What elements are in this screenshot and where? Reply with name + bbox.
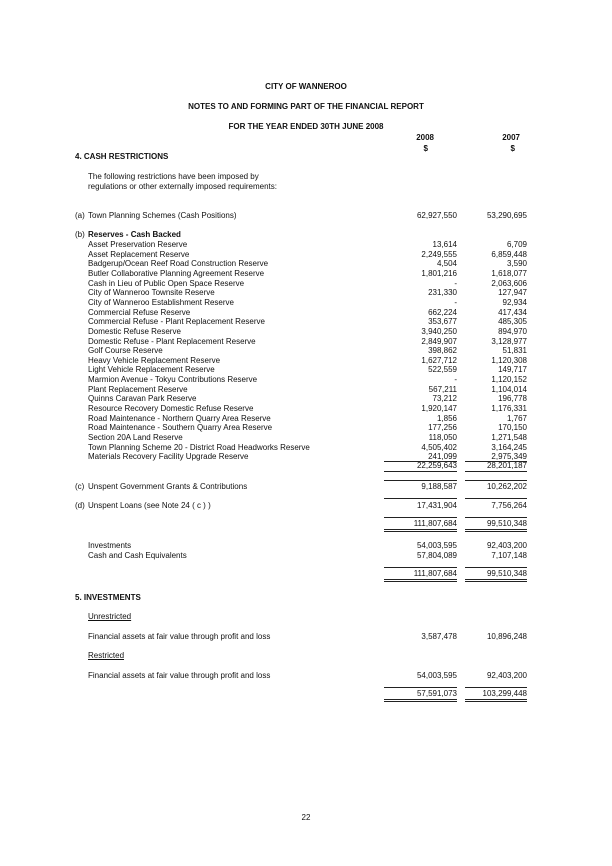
report-title: NOTES TO AND FORMING PART OF THE FINANCIAL REPORT — [188, 102, 424, 111]
item-b-letter: (b) — [75, 230, 85, 239]
reserve-row-2007: 3,590 — [506, 259, 527, 269]
reserves-total-2008: 22,259,643 — [416, 461, 457, 470]
reserve-row-2008: 1,856 — [436, 413, 457, 423]
reserve-row-2007: 51,831 — [502, 346, 527, 356]
reserve-row-2007: 417,434 — [498, 307, 527, 317]
investments-label: Investments — [88, 541, 132, 550]
item-c-2007: 10,262,202 — [486, 482, 527, 491]
reserve-row-label: City of Wanneroo Establishment Reserve — [88, 297, 234, 307]
reserves-heading: Reserves - Cash Backed — [88, 230, 181, 239]
item-c-label: Unspent Government Grants & Contributions — [88, 482, 248, 491]
section-4-heading: 4. CASH RESTRICTIONS — [75, 152, 169, 161]
reserve-row-2007: 6,709 — [506, 240, 527, 249]
investments-total-2008: 57,591,073 — [416, 689, 457, 698]
reserve-row-2008: - — [454, 375, 457, 385]
item-d-2008: 17,431,904 — [416, 501, 457, 510]
cash-restrictions-total-2008: 111,807,684 — [413, 519, 457, 528]
item-d-rule-2007 — [465, 498, 527, 499]
reserve-row-2007: 894,970 — [498, 326, 527, 336]
reserve-row-2008: 231,330 — [428, 288, 457, 298]
cash-equivalents-2007: 7,107,148 — [491, 551, 527, 560]
fa-restricted-label: Financial assets at fair value through profit and loss — [88, 671, 271, 680]
page-number: 22 — [301, 813, 311, 822]
reserve-row-2008: 13,614 — [432, 240, 457, 249]
reserve-row-2007: 3,128,977 — [491, 336, 527, 346]
reserve-row-label: City of Wanneroo Townsite Reserve — [88, 288, 215, 298]
item-d-label: Unspent Loans (see Note 24 ( c ) ) — [88, 501, 211, 510]
item-c-rule-2007 — [465, 480, 527, 481]
item-a-label: Town Planning Schemes (Cash Positions) — [88, 211, 237, 220]
col-header-2008: 2008 — [416, 133, 434, 142]
fa-unrestricted-2008: 3,587,478 — [421, 632, 457, 641]
reserves-total-rule-2008 — [384, 471, 457, 472]
reserve-row-2008: 1,801,216 — [421, 268, 457, 278]
reserve-row-2008: 1,920,147 — [421, 404, 457, 414]
reserve-row-2007: 170,150 — [498, 423, 527, 433]
item-a-2008: 62,927,550 — [416, 211, 457, 220]
item-c-rule-2008 — [384, 480, 457, 481]
reserve-row-2008: 2,849,907 — [421, 336, 457, 346]
reserve-row-2008: 241,099 — [428, 452, 457, 462]
investments-total-2007: 103,299,448 — [482, 689, 527, 698]
reserve-row-label: Golf Course Reserve — [88, 346, 163, 356]
reserve-row-2008: - — [454, 278, 457, 288]
reserve-row-label: Butler Collaborative Planning Agreement Reserve — [88, 268, 265, 278]
reserve-row-2008: 118,050 — [428, 433, 457, 442]
item-c-letter: (c) — [75, 482, 85, 491]
reserve-row-label: Marmion Avenue - Tokyu Contributions Reserve — [88, 375, 258, 385]
reserve-row-2008: 4,504 — [436, 259, 457, 269]
reserve-row-2008: 662,224 — [428, 307, 457, 317]
fa-restricted-2008: 54,003,595 — [416, 671, 457, 680]
reserve-row-2007: 196,778 — [498, 394, 527, 404]
reserve-row-2007: 1,104,014 — [491, 384, 527, 394]
reserve-row-2008: - — [454, 297, 457, 307]
reserve-row-label: Domestic Refuse - Plant Replacement Reserve — [88, 336, 256, 346]
reserve-row-2008: 522,559 — [428, 365, 457, 375]
investments-2007: 92,403,200 — [486, 541, 527, 550]
investments-2008: 54,003,595 — [416, 541, 457, 550]
unrestricted-heading: Unrestricted — [88, 612, 132, 621]
reserve-row-2007: 2,975,349 — [491, 452, 527, 462]
cash-restrictions-total-2007: 99,510,348 — [486, 519, 527, 528]
reserve-row-2008: 567,211 — [428, 384, 457, 394]
item-a-letter: (a) — [75, 211, 85, 220]
reserves-total-2007: 28,201,187 — [486, 461, 527, 470]
section-4-intro-line-2: regulations or other externally imposed requirements: — [88, 182, 277, 191]
reserve-row-2008: 4,505,402 — [421, 442, 457, 452]
reserve-row-2008: 177,256 — [428, 423, 457, 433]
reserve-row-2007: 485,305 — [498, 317, 527, 327]
reserve-row-label: Quinns Caravan Park Reserve — [88, 394, 197, 404]
fa-unrestricted-label: Financial assets at fair value through profit and loss — [88, 632, 271, 641]
reserve-row-label: Town Planning Scheme 20 - District Road Headworks Reserve — [88, 442, 310, 452]
section-5-heading: 5. INVESTMENTS — [75, 593, 141, 602]
report-period: FOR THE YEAR ENDED 30TH JUNE 2008 — [228, 122, 384, 131]
fa-restricted-2007: 92,403,200 — [486, 671, 527, 680]
cash-total-2008: 111,807,684 — [413, 569, 457, 578]
col-header-2007: 2007 — [502, 133, 520, 142]
reserve-row-label: Domestic Refuse Reserve — [88, 326, 181, 336]
reserve-row-2007: 92,934 — [502, 297, 527, 307]
reserve-row-2008: 3,940,250 — [421, 326, 457, 336]
reserve-row-label: Heavy Vehicle Replacement Reserve — [88, 355, 221, 365]
col-currency-2007: $ — [510, 144, 515, 153]
reserve-row-label: Resource Recovery Domestic Refuse Reserve — [88, 404, 254, 414]
reserve-row-2007: 6,859,448 — [491, 249, 527, 259]
reserve-row-2008: 2,249,555 — [421, 249, 457, 259]
item-a-2007: 53,290,695 — [486, 211, 527, 220]
fa-unrestricted-2007: 10,896,248 — [486, 632, 527, 641]
reserve-row-label: Cash in Lieu of Public Open Space Reserve — [88, 278, 245, 288]
reserve-row-label: Plant Replacement Reserve — [88, 384, 188, 394]
reserve-row-2007: 1,120,152 — [491, 375, 527, 385]
cash-equivalents-2008: 57,804,089 — [416, 551, 457, 560]
reserve-row-label: Road Maintenance - Southern Quarry Area Reserve — [88, 423, 273, 433]
reserve-row-2007: 149,717 — [498, 365, 527, 375]
reserve-row-2008: 398,862 — [428, 346, 457, 356]
org-name: CITY OF WANNEROO — [265, 82, 347, 91]
reserve-row-2007: 1,271,548 — [491, 433, 527, 442]
cash-equivalents-label: Cash and Cash Equivalents — [88, 551, 187, 560]
reserve-row-2007: 2,063,606 — [491, 278, 527, 288]
cash-total-2007: 99,510,348 — [486, 569, 527, 578]
reserve-row-2008: 1,627,712 — [421, 355, 457, 365]
col-currency-2008: $ — [423, 144, 428, 153]
reserve-row-label: Asset Preservation Reserve — [88, 240, 188, 249]
reserve-row-label: Commercial Refuse - Plant Replacement Reserve — [88, 317, 265, 327]
reserve-row-label: Badgerup/Ocean Reef Road Construction Reserve — [88, 259, 269, 269]
item-d-2007: 7,756,264 — [491, 501, 527, 510]
reserve-row-label: Light Vehicle Replacement Reserve — [88, 365, 215, 375]
reserve-row-label: Section 20A Land Reserve — [88, 433, 183, 442]
item-c-2008: 9,188,587 — [421, 482, 457, 491]
reserve-row-2007: 1,767 — [506, 413, 527, 423]
reserve-row-label: Materials Recovery Facility Upgrade Reserve — [88, 452, 249, 462]
reserve-row-2007: 1,120,308 — [491, 355, 527, 365]
item-d-rule-2008 — [384, 498, 457, 499]
reserve-row-label: Asset Replacement Reserve — [88, 249, 190, 259]
reserve-row-2008: 353,677 — [428, 317, 457, 327]
restricted-heading: Restricted — [88, 651, 125, 660]
reserve-row-2007: 127,947 — [498, 288, 527, 298]
reserve-row-2008: 73,212 — [432, 394, 457, 404]
reserve-row-2007: 3,164,245 — [491, 442, 527, 452]
reserves-total-rule-2007 — [465, 471, 527, 472]
item-d-letter: (d) — [75, 501, 85, 510]
reserve-row-2007: 1,176,331 — [491, 404, 527, 414]
section-4-intro-line-1: The following restrictions have been imposed by — [88, 172, 259, 181]
reserve-row-label: Road Maintenance - Northern Quarry Area Reserve — [88, 413, 271, 423]
reserve-row-label: Commercial Refuse Reserve — [88, 307, 191, 317]
reserve-row-2007: 1,618,077 — [491, 268, 527, 278]
